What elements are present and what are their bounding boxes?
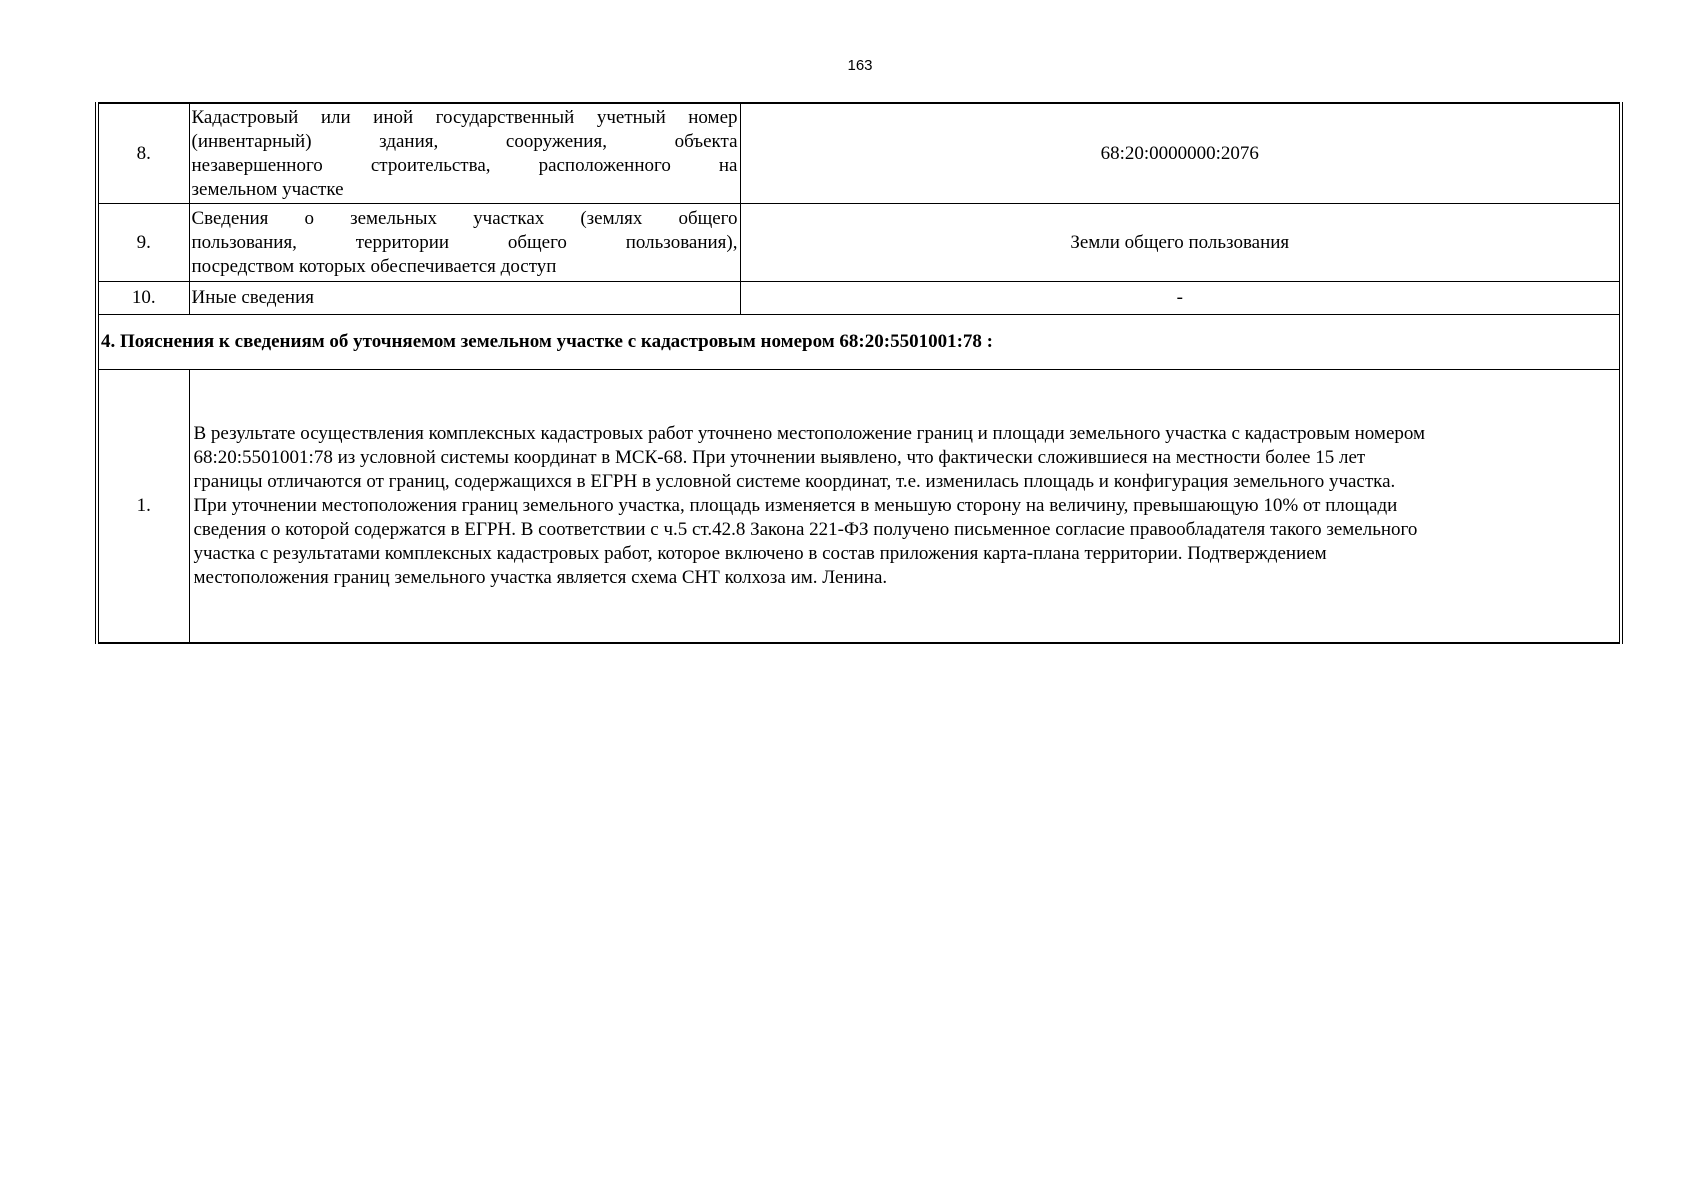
label-line: пользования, территории общего пользования), — [191, 231, 738, 253]
row-value: 68:20:0000000:2076 — [740, 103, 1621, 204]
table-row — [97, 282, 1621, 315]
table-row — [97, 370, 1621, 644]
label-line: Иные сведения — [191, 287, 314, 308]
label-line: незавершенного строительства, расположенного на — [191, 154, 738, 176]
text-line: При уточнении местоположения границ земельного участка, площадь изменяется в меньшую сторону на величину, превышающую 10% от площади — [193, 495, 1398, 516]
page-number: 163 — [847, 57, 873, 74]
section-header-row — [97, 315, 1621, 370]
text-line: местоположения границ земельного участка является схема СНТ колхоза им. Ленина. — [193, 567, 888, 588]
cadastral-info-table — [95, 102, 1623, 644]
table-row — [97, 204, 1621, 282]
label-line: посредством которых обеспечивается доступ — [191, 255, 557, 277]
explanation-text — [189, 370, 1621, 644]
row-value: Земли общего пользования — [740, 204, 1621, 282]
label-line: (инвентарный) здания, сооружения, объекта — [191, 130, 738, 152]
row-label — [189, 282, 740, 315]
row-number: 10. — [97, 282, 189, 315]
label-line: Сведения о земельных участках (землях общего — [191, 207, 738, 229]
row-number: 1. — [97, 370, 189, 644]
row-label — [189, 103, 740, 204]
label-line: земельном участке — [191, 178, 344, 200]
section-title: 4. Пояснения к сведениям об уточняемом земельном участке с кадастровым номером 68:20:5501001:78 : — [97, 315, 1621, 370]
label-line: Кадастровый или иной государственный учетный номер — [191, 106, 738, 128]
text-line: сведения о которой содержатся в ЕГРН. В соответствии с ч.5 ст.42.8 Закона 221-ФЗ получено письменное согласие правообладателя такого земельного — [193, 519, 1418, 540]
text-line: участка с результатами комплексных кадастровых работ, которое включено в состав приложения карта-плана территории. Подтверждением — [193, 543, 1327, 564]
row-label — [189, 204, 740, 282]
text-line: В результате осуществления комплексных кадастровых работ уточнено местоположение границ и площади земельного участка с кадастровым номером — [193, 423, 1426, 444]
row-value: - — [740, 282, 1621, 315]
row-number: 9. — [97, 204, 189, 282]
row-number: 8. — [97, 103, 189, 204]
text-line: границы отличаются от границ, содержащихся в ЕГРН в условной системе координат, т.е. изменилась площадь и конфигурация земельного участка. — [193, 471, 1396, 492]
table-row — [97, 103, 1621, 204]
text-line: 68:20:5501001:78 из условной системы координат в МСК-68. При уточнении выявлено, что фактически сложившиеся на местности более 15 лет — [193, 447, 1366, 468]
